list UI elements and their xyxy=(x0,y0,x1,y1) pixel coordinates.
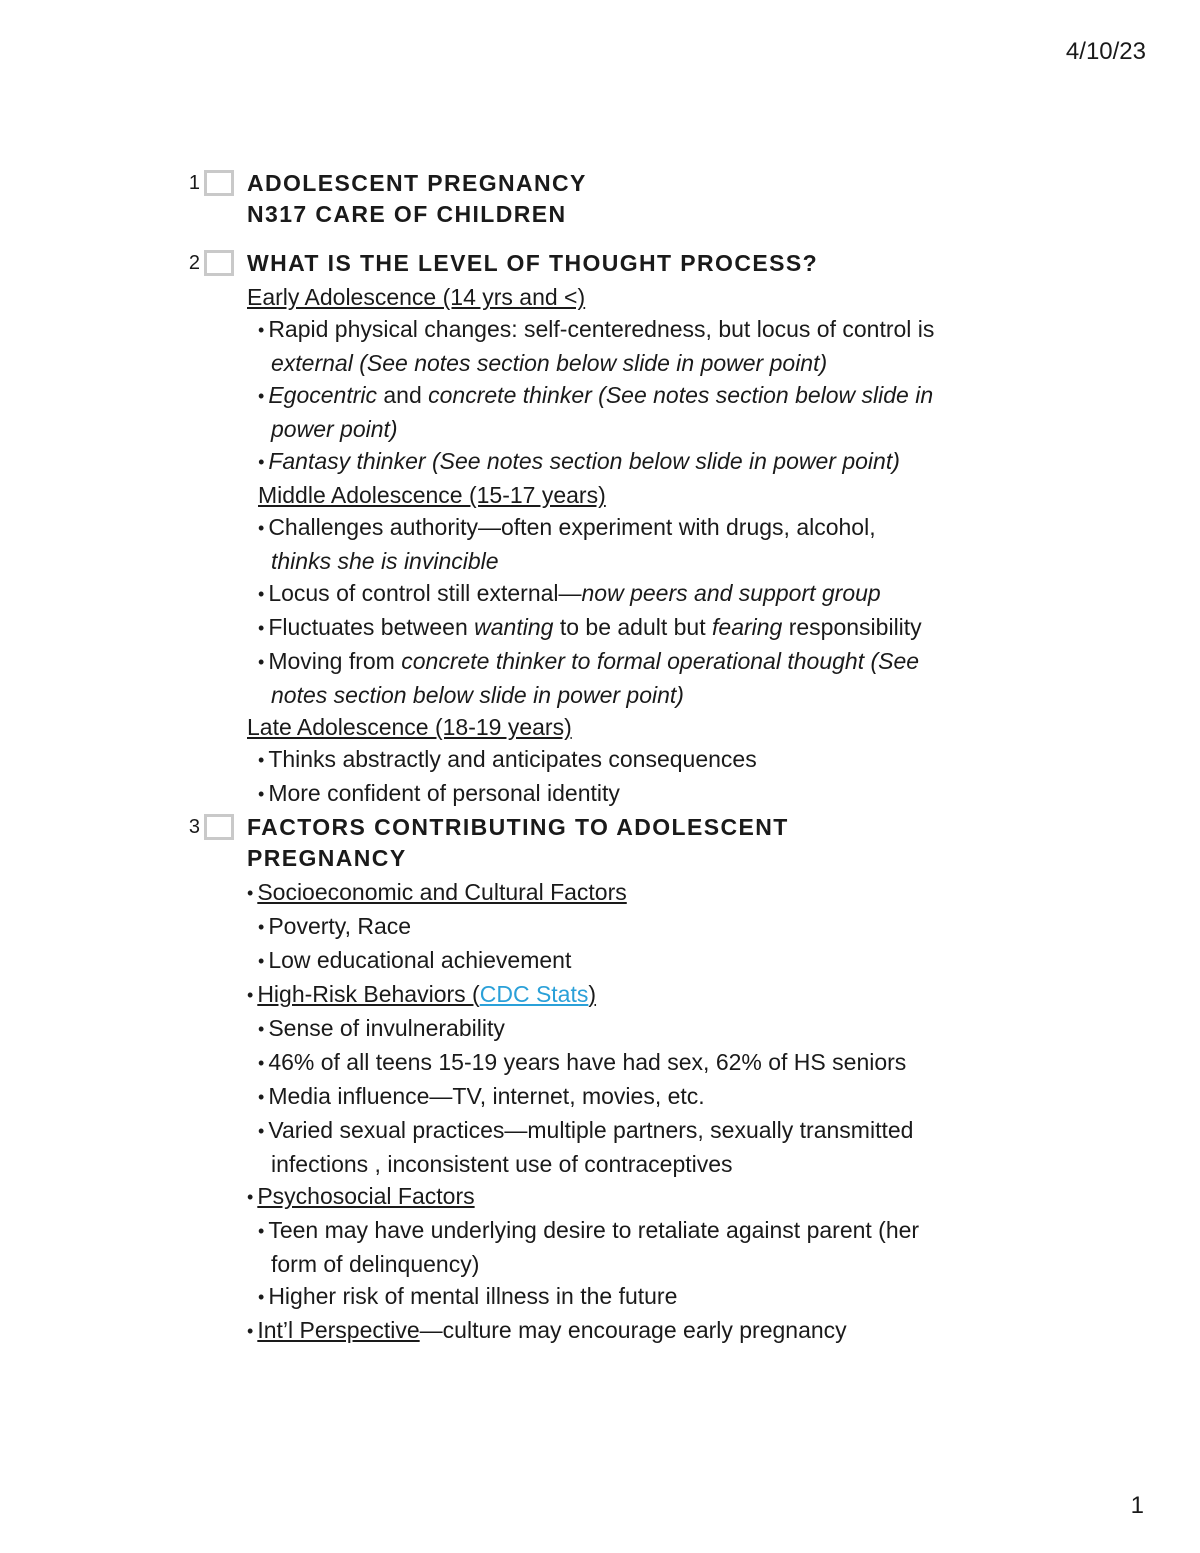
slide-title: WHAT IS THE LEVEL OF THOUGHT PROCESS? xyxy=(247,250,819,276)
list-item-continuation: form of delinquency) xyxy=(271,1251,480,1277)
slide-title-line-2: N317 CARE OF CHILDREN xyxy=(247,201,567,227)
socioeconomic-heading: • Socioeconomic and Cultural Factors xyxy=(247,876,1107,910)
list-item: • Challenges authority—often experiment with drugs, alcohol, xyxy=(247,511,1107,545)
slide-number: 2 xyxy=(188,252,200,274)
intl-perspective-heading: • Int’l Perspective—culture may encourage early pregnancy xyxy=(247,1314,1107,1348)
list-item: • Varied sexual practices—multiple partners, sexually transmitted xyxy=(247,1114,1107,1148)
list-item: • Moving from concrete thinker to formal operational thought (See xyxy=(247,645,1107,679)
slide-thumbnail[interactable] xyxy=(204,170,234,196)
list-item: • Thinks abstractly and anticipates consequences xyxy=(247,743,1107,777)
list-item: • Fantasy thinker (See notes section below slide in power point) xyxy=(247,445,1107,479)
list-item: • Locus of control still external—now peers and support group xyxy=(247,577,1107,611)
slide-title-line-2: PREGNANCY xyxy=(247,845,407,871)
page-number: 1 xyxy=(1130,1492,1144,1519)
list-item: • Fluctuates between wanting to be adult but fearing responsibility xyxy=(247,611,1107,645)
list-item-continuation: thinks she is invincible xyxy=(271,548,499,574)
slide-thumbnail[interactable] xyxy=(204,250,234,276)
list-item: • Egocentric and concrete thinker (See notes section below slide in xyxy=(247,379,1107,413)
list-item: • Low educational achievement xyxy=(247,944,1107,978)
list-item-continuation: infections , inconsistent use of contraceptives xyxy=(271,1151,733,1177)
list-item-continuation: external (See notes section below slide in power point) xyxy=(271,350,828,376)
slide-thumbnail[interactable] xyxy=(204,814,234,840)
list-item: • Rapid physical changes: self-centeredness, but locus of control is xyxy=(247,313,1107,347)
list-item-continuation: power point) xyxy=(271,416,398,442)
list-item-continuation: notes section below slide in power point) xyxy=(271,682,684,708)
psychosocial-heading: • Psychosocial Factors xyxy=(247,1180,1107,1214)
list-item: • Sense of invulnerability xyxy=(247,1012,1107,1046)
middle-adolescence-heading: Middle Adolescence (15-17 years) xyxy=(258,482,606,508)
slide-content xyxy=(247,812,1107,1348)
slide-number: 3 xyxy=(188,816,200,838)
slide-title-line-1: FACTORS CONTRIBUTING TO ADOLESCENT xyxy=(247,814,789,840)
list-item: • Teen may have underlying desire to retaliate against parent (her xyxy=(247,1214,1107,1248)
late-adolescence-heading: Late Adolescence (18-19 years) xyxy=(247,714,572,740)
slide-content xyxy=(247,168,1107,230)
slide-content xyxy=(247,248,1107,811)
cdc-stats-link[interactable]: CDC Stats xyxy=(479,981,589,1007)
list-item: • More confident of personal identity xyxy=(247,777,1107,811)
list-item: • Media influence—TV, internet, movies, etc. xyxy=(247,1080,1107,1114)
early-adolescence-heading: Early Adolescence (14 yrs and <) xyxy=(247,284,586,310)
slide-number: 1 xyxy=(188,172,200,194)
slide-title-line-1: ADOLESCENT PREGNANCY xyxy=(247,170,587,196)
page-date: 4/10/23 xyxy=(1065,38,1146,65)
list-item: • 46% of all teens 15-19 years have had sex, 62% of HS seniors xyxy=(247,1046,1107,1080)
high-risk-heading: • High-Risk Behaviors (CDC Stats) xyxy=(247,978,1107,1012)
list-item: • Higher risk of mental illness in the future xyxy=(247,1280,1107,1314)
list-item: • Poverty, Race xyxy=(247,910,1107,944)
